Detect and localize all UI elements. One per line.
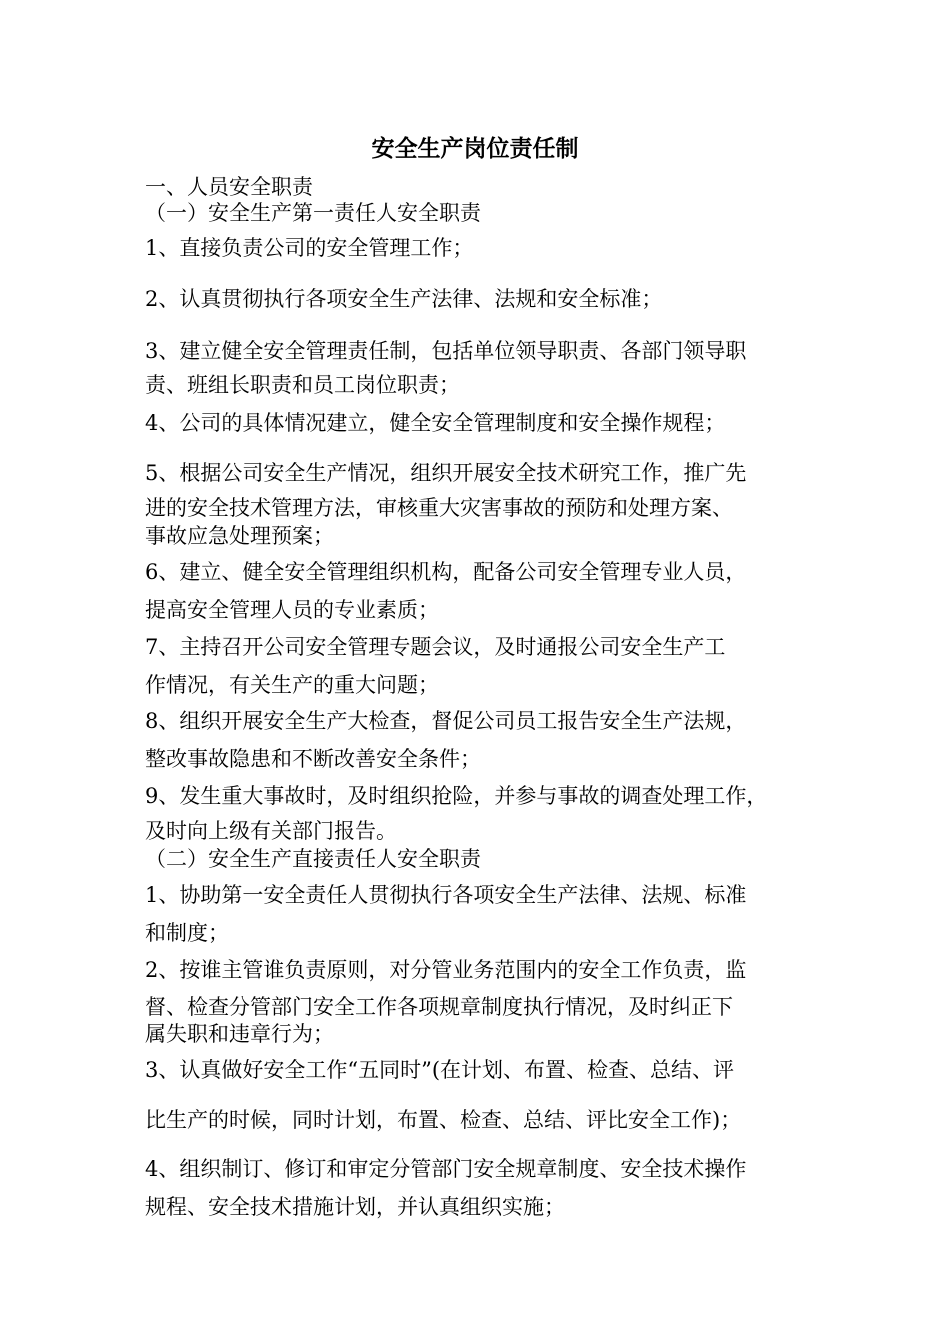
text-line: 作情况，有关生产的重大问题； <box>145 673 439 697</box>
text-line: 整改事故隐患和不断改善安全条件； <box>145 747 481 771</box>
section-heading: 一、人员安全职责 <box>145 175 313 199</box>
text-line: 8、组织开展安全生产大检查，督促公司员工报告安全生产法规， <box>145 709 747 733</box>
text-line: 督、检查分管部门安全工作各项规章制度执行情况，及时纠正下 <box>145 995 733 1019</box>
text-line: 4、组织制订、修订和审定分管部门安全规章制度、安全技术操作 <box>145 1157 747 1181</box>
text-line: 提高安全管理人员的专业素质； <box>145 598 439 622</box>
subsection-heading: （一）安全生产第一责任人安全职责 <box>145 201 481 225</box>
subsection-heading: （二）安全生产直接责任人安全职责 <box>145 847 481 871</box>
text-line: 6、建立、健全安全管理组织机构，配备公司安全管理专业人员， <box>145 560 747 584</box>
document-title: 安全生产岗位责任制 <box>371 135 579 162</box>
text-line: 3、建立健全安全管理责任制，包括单位领导职责、各部门领导职 <box>145 339 747 363</box>
text-line: 进的安全技术管理方法，审核重大灾害事故的预防和处理方案、 <box>145 496 733 520</box>
text-line: 9、发生重大事故时，及时组织抢险，并参与事故的调查处理工作， <box>145 784 768 808</box>
text-line: 3、认真做好安全工作“五同时”(在计划、布置、检查、总结、评 <box>145 1058 735 1082</box>
text-line: 责、班组长职责和员工岗位职责； <box>145 373 460 397</box>
text-line: 和制度； <box>145 921 229 945</box>
text-line: 1、协助第一安全责任人贯彻执行各项安全生产法律、法规、标准 <box>145 883 747 907</box>
text-line: 2、按谁主管谁负责原则，对分管业务范围内的安全工作负责，监 <box>145 958 747 982</box>
text-line: 5、根据公司安全生产情况，组织开展安全技术研究工作，推广先 <box>145 461 747 485</box>
text-line: 2、认真贯彻执行各项安全生产法律、法规和安全标准； <box>145 287 663 311</box>
text-line: 1、直接负责公司的安全管理工作； <box>145 236 474 260</box>
text-line: 事故应急处理预案； <box>145 524 334 548</box>
text-line: 规程、安全技术措施计划，并认真组织实施； <box>145 1195 565 1219</box>
text-line: 比生产的时候，同时计划，布置、检查、总结、评比安全工作)； <box>145 1108 742 1132</box>
text-line: 7、主持召开公司安全管理专题会议，及时通报公司安全生产工 <box>145 635 726 659</box>
text-line: 属失职和违章行为； <box>145 1022 334 1046</box>
text-line: 4、公司的具体情况建立，健全安全管理制度和安全操作规程； <box>145 411 726 435</box>
text-line: 及时向上级有关部门报告。 <box>145 819 397 843</box>
